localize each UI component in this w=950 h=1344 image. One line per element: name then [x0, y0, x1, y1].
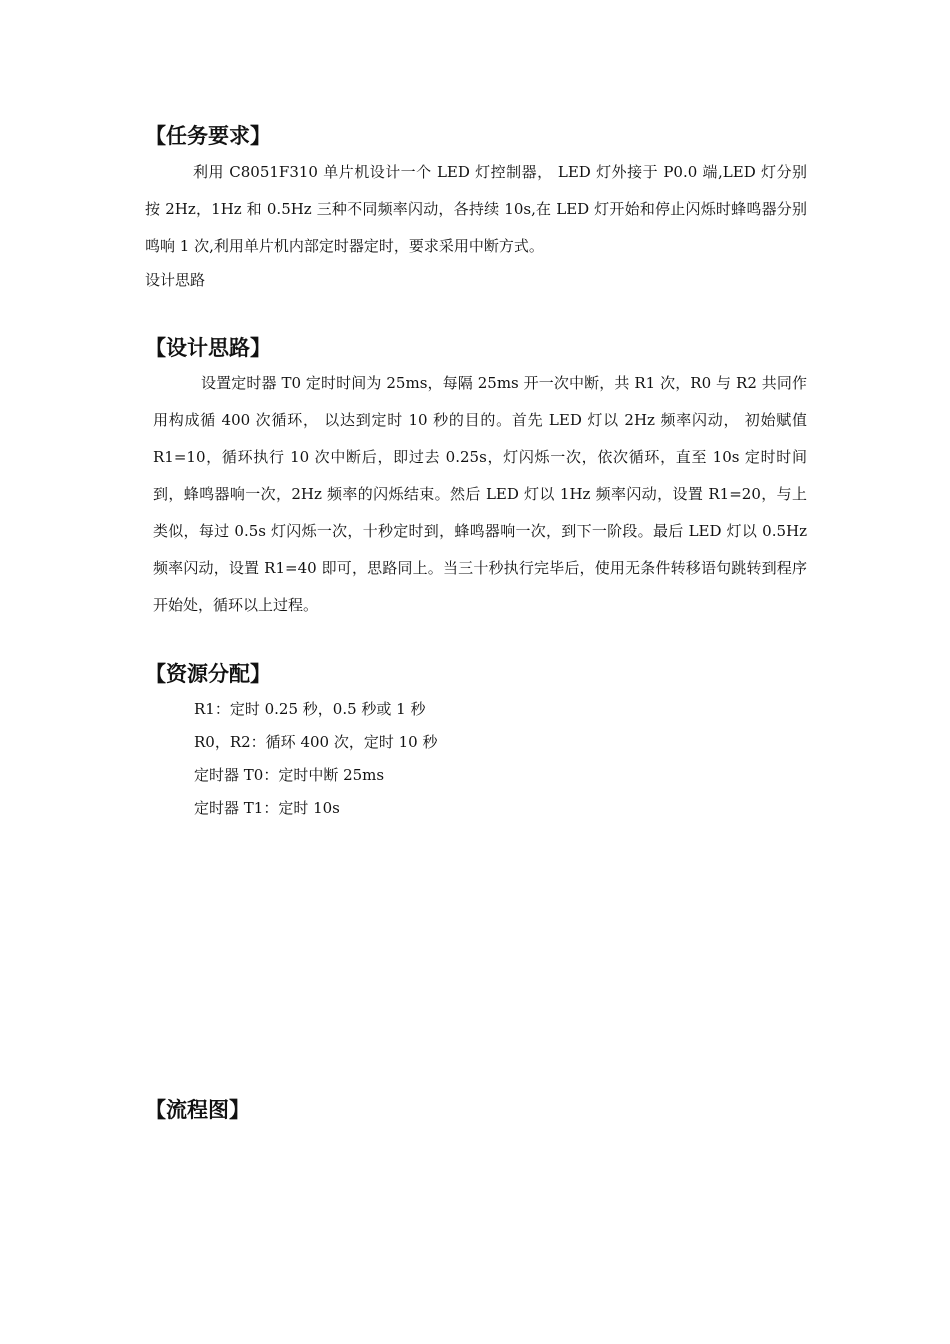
task-paragraph: 利用 C8051F310 单片机设计一个 LED 灯控制器， LED 灯外接于 P0.0 端,LED 灯分别按 2Hz，1Hz 和 0.5Hz 三种不同频率闪动，各持续 10s,在 LED 灯开始和停止闪烁时蜂鸣器分别鸣响 1 次,利用单片机内部定时器定时，要求采用中断方式。: [145, 163, 807, 255]
resource-item-r0-r2: R0，R2：循环 400 次，定时 10 秒: [194, 733, 438, 751]
resource-item-t1: 定时器 T1：定时 10s: [194, 799, 340, 817]
stray-note-text: 设计思路: [145, 271, 206, 289]
resources-heading: 【资源分配】: [145, 662, 271, 686]
resource-list: [194, 693, 437, 825]
task-heading: 【任务要求】: [145, 124, 271, 148]
flowchart-heading: 【流程图】: [145, 1098, 250, 1122]
resource-item-t0: 定时器 T0：定时中断 25ms: [194, 766, 385, 784]
design-heading: 【设计思路】: [145, 336, 271, 360]
design-paragraph: 设置定时器 T0 定时时间为 25ms，每隔 25ms 开一次中断，共 R1 次，R0 与 R2 共同作用构成循 400 次循环， 以达到定时 10 秒的目的。首先 LED 灯以 2Hz 频率闪动， 初始赋值 R1=10，循环执行 10 次中断后，即过去 0.25s，灯闪烁一次，依次循环，直至 10s 定时时间到，蜂鸣器响一次，2Hz 频率的闪烁结束。然后 LED 灯以 1Hz 频率闪动，设置 R1=20，与上类似，每过 0.5s 灯闪烁一次，十秒定时到，蜂鸣器响一次，到下一阶段。最后 LED 灯以 0.5Hz 频率闪动，设置 R1=40 即可，思路同上。当三十秒执行完毕后，使用无条件转移语句跳转到程序开始处，循环以上过程。: [153, 374, 807, 614]
resource-item-r1: R1：定时 0.25 秒，0.5 秒或 1 秒: [194, 700, 426, 718]
